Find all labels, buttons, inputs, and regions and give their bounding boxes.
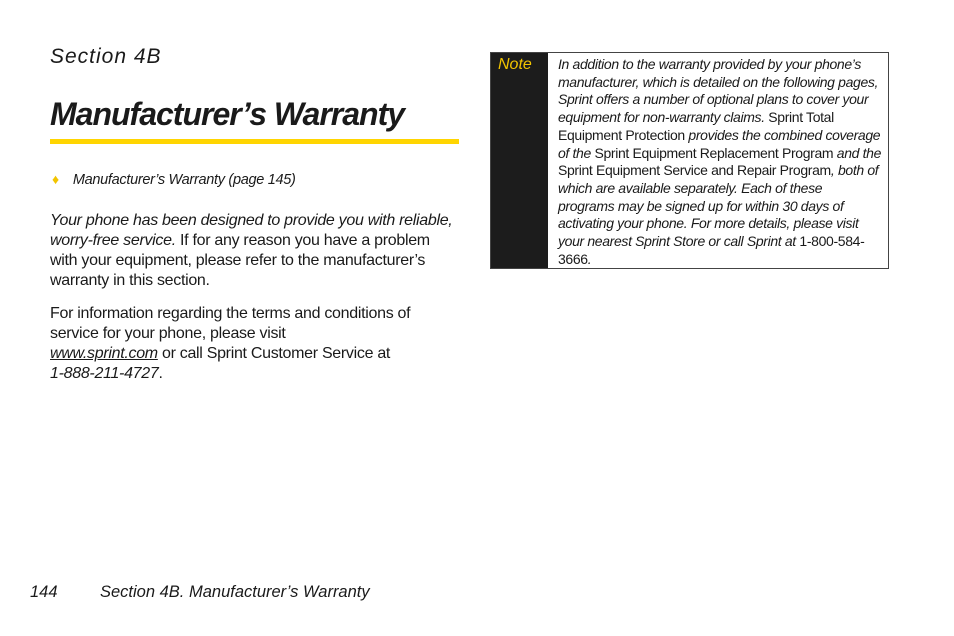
note-text-3: and the [833, 144, 882, 161]
info-text-2: or call Sprint Customer Service at [157, 345, 391, 362]
note-sidebar [491, 53, 548, 268]
note-label: Note [498, 56, 532, 73]
note-program-replacement: Sprint Equipment Replacement Program [594, 144, 834, 161]
info-text: For information regarding the terms and conditions of service for your phone, please visit [50, 305, 411, 342]
page-number: 144 [30, 583, 58, 601]
note-program-repair: Sprint Equipment Service and Repair Program [558, 162, 831, 179]
info-period: . [158, 365, 163, 382]
note-text-1: In addition to the warranty provided by your phone’s manufacturer, which is detailed on the following pages, Sprint offers a number of optional plans to cover your equipment for non-warranty claims. [558, 56, 879, 126]
info-paragraph [50, 304, 455, 384]
footer-section-title: Section 4B. Manufacturer’s Warranty [100, 583, 370, 601]
title-underline [50, 139, 459, 144]
page-title: Manufacturer’s Warranty [50, 96, 405, 132]
note-text [558, 56, 882, 268]
note-text-4: , both of which are available separately. Each of these programs may be signed up for within 30 days of activating your phone. For more details, please visit your nearest Sprint Store or call Sprint at [558, 162, 879, 250]
sprint-website-link[interactable]: www.sprint.com [50, 345, 158, 362]
toc-item[interactable]: Manufacturer’s Warranty (page 145) [72, 172, 296, 188]
section-label: Section 4B [50, 45, 162, 68]
note-program-tep: Sprint Total Equipment Protection [558, 109, 834, 143]
toc-list [52, 171, 296, 188]
intro-paragraph [50, 211, 455, 291]
note-text-5: . [587, 250, 592, 267]
note-phone-number: 1-800-584-3666 [558, 233, 865, 267]
note-box [490, 52, 889, 269]
intro-lead: Your phone has been designed to provide you with reliable, worry-free service. [50, 212, 453, 249]
customer-service-phone: 1-888-211-4727 [50, 365, 159, 382]
note-text-2: provides the combined coverage of the [558, 126, 881, 161]
diamond-bullet-icon: ♦ [52, 171, 59, 187]
intro-rest: If for any reason you have a problem with your equipment, please refer to the manufacturer’s warranty in this section. [50, 232, 430, 289]
